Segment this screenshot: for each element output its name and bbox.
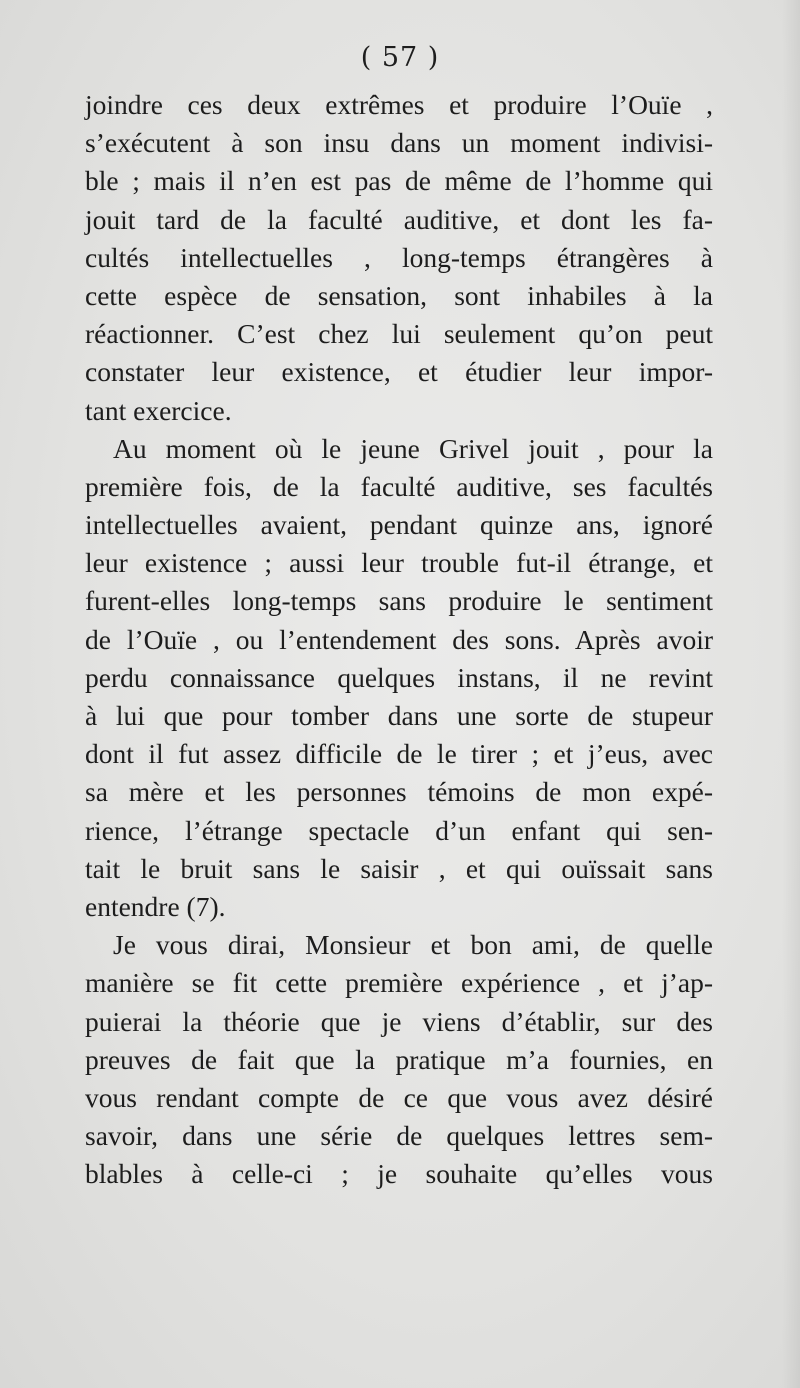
text-line: de l’Ouïe , ou l’entendement des sons. Après avoir bbox=[85, 623, 713, 655]
text-line: vous rendant compte de ce que vous avez désiré bbox=[85, 1081, 713, 1113]
text-line: tait le bruit sans le saisir , et qui ouïssait sans bbox=[85, 852, 713, 884]
text-line: joindre ces deux extrêmes et produire l’Ouïe , bbox=[85, 89, 713, 120]
page-number: ( 57 ) bbox=[360, 42, 440, 73]
text-line: leur existence ; aussi leur trouble fut-il étrange, et bbox=[85, 547, 713, 579]
text-line: jouit tard de la faculté auditive, et dont les fa- bbox=[85, 203, 713, 235]
text-line: sa mère et les personnes témoins de mon expé- bbox=[85, 776, 713, 808]
text-line: ble ; mais il n’en est pas de même de l’homme qui bbox=[85, 165, 713, 197]
page-fold-shadow bbox=[782, 0, 800, 1388]
paragraph-3 bbox=[85, 926, 713, 1193]
text-line: s’exécutent à son insu dans un moment indivisi- bbox=[85, 127, 713, 159]
text-line: Je vous dirai, Monsieur et bon ami, de quelle bbox=[113, 929, 713, 961]
text-line: puierai la théorie que je viens d’établir, sur des bbox=[85, 1005, 713, 1037]
paragraph-1 bbox=[85, 86, 713, 430]
text-line: à lui que pour tomber dans une sorte de stupeur bbox=[85, 700, 713, 731]
text-line: rience, l’étrange spectacle d’un enfant qui sen- bbox=[85, 814, 713, 846]
text-line: preuves de fait que la pratique m’a fournies, en bbox=[85, 1043, 713, 1075]
text-line: dont il fut assez difficile de le tirer ; et j’eus, avec bbox=[85, 738, 713, 770]
text-line: première fois, de la faculté auditive, ses facultés bbox=[85, 470, 713, 502]
text-line: intellectuelles avaient, pendant quinze ans, ignoré bbox=[85, 509, 713, 541]
text-line: constater leur existence, et étudier leur impor- bbox=[85, 356, 713, 388]
text-line: réactionner. C’est chez lui seulement qu’on peut bbox=[85, 318, 713, 350]
text-line: blables à celle-ci ; je souhaite qu’elles vous bbox=[85, 1158, 713, 1190]
body-text bbox=[85, 86, 713, 1193]
paragraph-2 bbox=[85, 430, 713, 926]
text-line: cultés intellectuelles , long-temps étrangères à bbox=[85, 241, 713, 273]
text-line: perdu connaissance quelques instans, il ne revint bbox=[85, 661, 713, 693]
text-line: Au moment où le jeune Grivel jouit , pour la bbox=[113, 432, 713, 464]
text-line: entendre (7). bbox=[85, 890, 226, 922]
text-line: manière se fit cette première expérience , et j’ap- bbox=[85, 967, 713, 999]
text-line: furent-elles long-temps sans produire le sentiment bbox=[85, 585, 713, 617]
text-line: cette espèce de sensation, sont inhabiles à la bbox=[85, 279, 713, 311]
text-line: tant exercice. bbox=[85, 394, 232, 426]
text-line: savoir, dans une série de quelques lettres sem- bbox=[85, 1120, 713, 1152]
